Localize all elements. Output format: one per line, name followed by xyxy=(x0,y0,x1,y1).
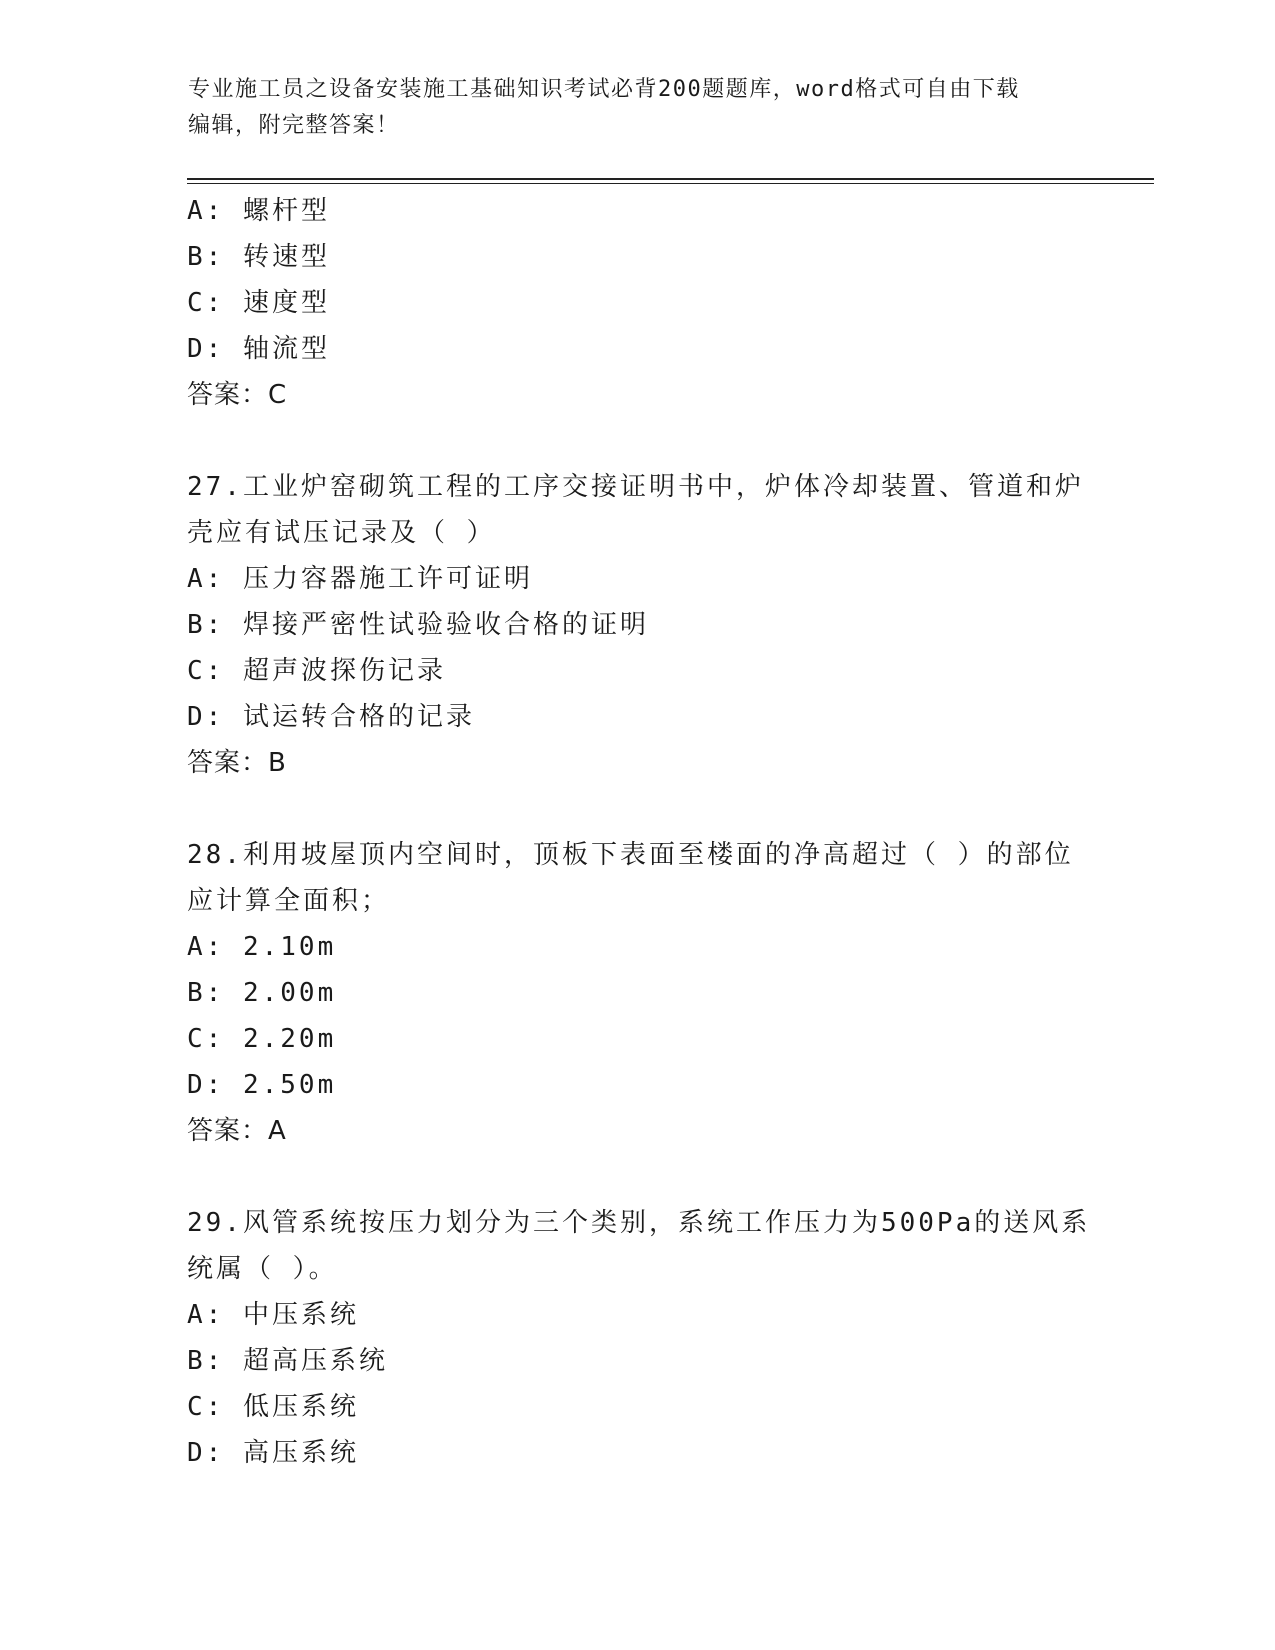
question-29-option-b: B: 超高压系统 xyxy=(187,1346,388,1376)
question-27-option-d: D: 试运转合格的记录 xyxy=(187,702,475,732)
spacer xyxy=(187,1154,1087,1200)
question-26-answer: 答案：C xyxy=(187,380,288,410)
spacer xyxy=(187,786,1087,832)
question-26-option-d: D: 轴流型 xyxy=(187,334,330,364)
question-28-option-a: A: 2.10m xyxy=(187,932,337,962)
question-27-option-b: B: 焊接严密性试验验收合格的证明 xyxy=(187,610,649,640)
question-26-block xyxy=(187,188,1087,418)
question-26-option-c: C: 速度型 xyxy=(187,288,330,318)
question-28-option-b: B: 2.00m xyxy=(187,978,337,1008)
question-27-option-c: C: 超声波探伤记录 xyxy=(187,656,446,686)
question-list xyxy=(187,188,1091,1476)
question-28-stem-line-2: 应计算全面积； xyxy=(187,886,391,916)
question-27-answer: 答案：B xyxy=(187,748,287,778)
document-header xyxy=(188,72,1088,144)
header-divider-thick xyxy=(187,178,1154,180)
question-29-option-a: A: 中压系统 xyxy=(187,1300,359,1330)
question-28-block xyxy=(187,832,1087,1154)
header-title-line-1: 专业施工员之设备安装施工基础知识考试必背200题题库，word格式可自由下载 xyxy=(188,77,1020,102)
question-27-stem-line-1: 27.工业炉窑砌筑工程的工序交接证明书中，炉体冷却装置、管道和炉 xyxy=(187,472,1084,502)
question-28-stem-line-1: 28.利用坡屋顶内空间时，顶板下表面至楼面的净高超过（ ）的部位 xyxy=(187,840,1074,870)
question-29-block xyxy=(187,1200,1091,1476)
question-29-stem-line-1: 29.风管系统按压力划分为三个类别，系统工作压力为500Pa的送风系 xyxy=(187,1208,1091,1238)
question-28-answer: 答案：A xyxy=(187,1116,287,1146)
question-27-block xyxy=(187,464,1087,786)
question-29-option-c: C: 低压系统 xyxy=(187,1392,359,1422)
spacer xyxy=(187,418,1087,464)
question-26-option-a: A: 螺杆型 xyxy=(187,196,330,226)
question-28-option-c: C: 2.20m xyxy=(187,1024,337,1054)
question-29-stem-line-2: 统属（ ）。 xyxy=(187,1254,338,1284)
question-28-option-d: D: 2.50m xyxy=(187,1070,337,1100)
question-26-option-b: B: 转速型 xyxy=(187,242,330,272)
header-title-line-2: 编辑，附完整答案！ xyxy=(188,113,400,138)
question-27-option-a: A: 压力容器施工许可证明 xyxy=(187,564,533,594)
question-27-stem-line-2: 壳应有试压记录及（ ） xyxy=(187,518,496,548)
header-divider-thin xyxy=(187,183,1154,184)
question-29-option-d: D: 高压系统 xyxy=(187,1438,359,1468)
